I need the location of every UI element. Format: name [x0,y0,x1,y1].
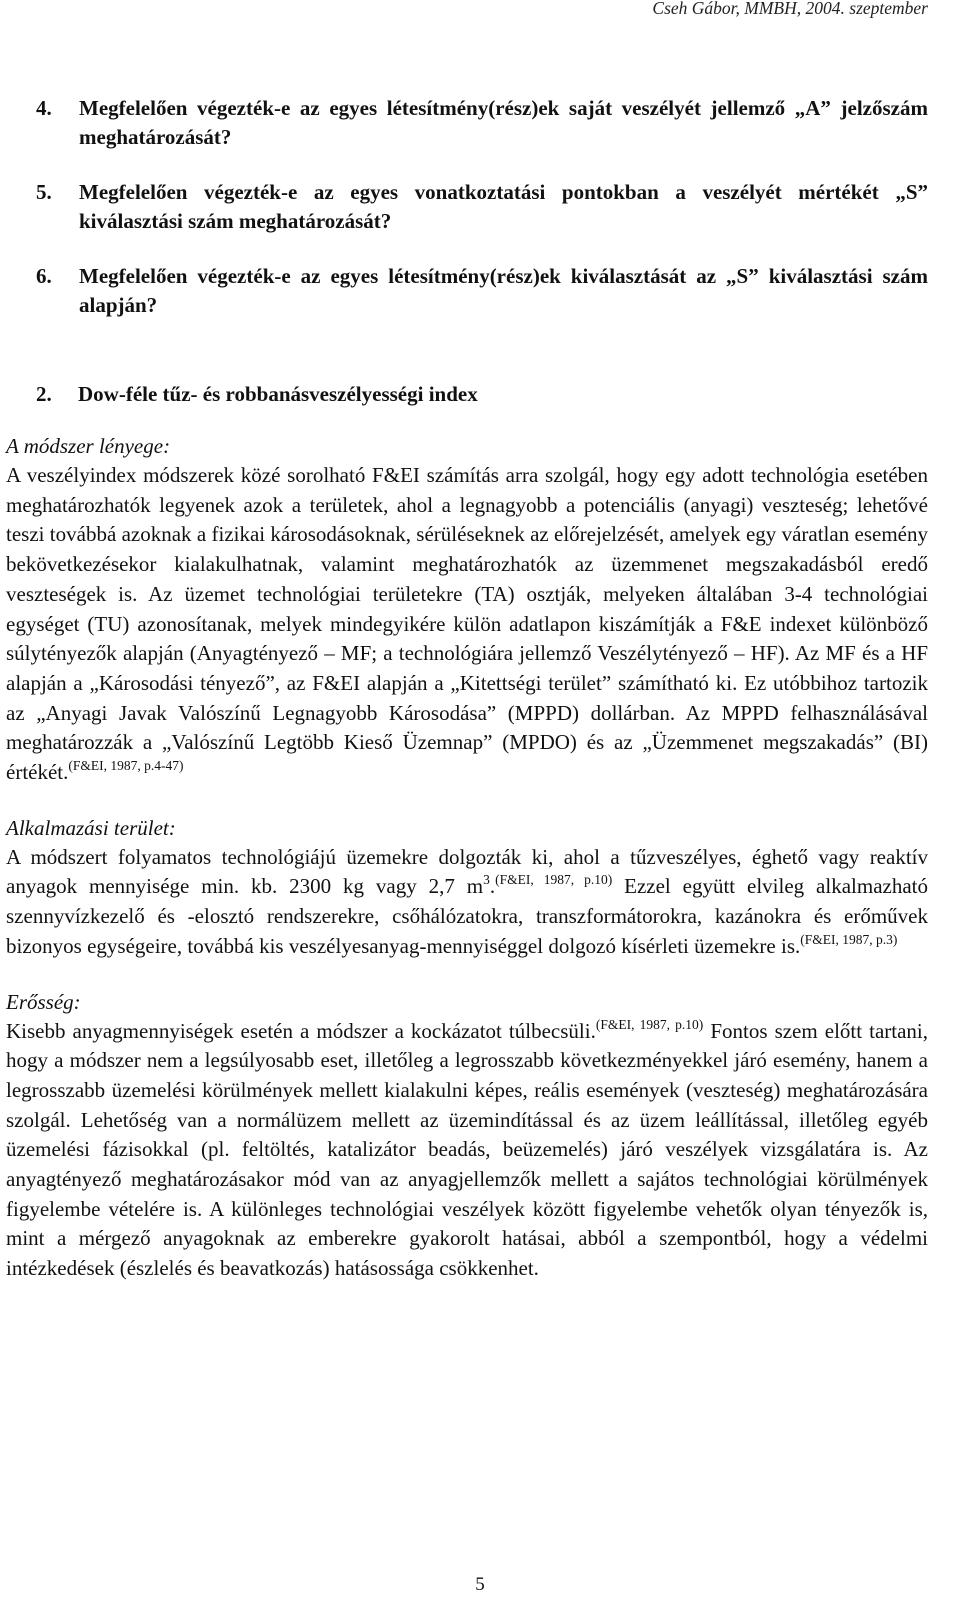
method-essence-block [6,432,928,788]
text-segment: A módszert folyamatos technológiájú üzemekre dolgozták ki, ahol a tűzveszélyes, éghető vagy reaktív anyagok mennyisége min. kb. 2300 kg vagy 2,7 m [6,844,928,899]
subheading-strength: Erősség: [6,989,81,1014]
question-number: 6. [36,264,52,288]
section-content [6,432,928,1284]
paragraph-method-essence [6,461,928,788]
question-text: Megfelelően végezték-e az egyes létesítmény(rész)ek saját veszélyét jellemző „A” jelzőszám meghatározását? [79,96,928,149]
question-item [36,94,928,152]
citation: (F&EI, 1987, p.4-47) [68,758,184,774]
subheading-method-essence: A módszer lényege: [6,434,171,458]
page-number: 5 [475,1574,485,1595]
section-title-text: Dow-féle tűz- és robbanásveszélyességi index [78,382,478,406]
question-list [36,94,928,346]
question-number: 4. [36,96,52,120]
text-segment: . [489,874,496,899]
application-area-block [6,814,928,962]
section-heading [36,380,478,409]
superscript-exponent: 3 [483,872,490,888]
citation: (F&EI, 1987, p.10) [495,872,613,888]
citation: (F&EI, 1987, p.10) [595,1016,704,1032]
strength-block [6,988,928,1284]
paragraph-strength [6,1017,928,1284]
text-segment: Kisebb anyagmennyiségek esetén a módszer a kockázatot túlbecsüli. [6,1018,596,1043]
question-item [36,178,928,236]
text-segment: A veszélyindex módszerek közé sorolható F&EI számítás arra szolgál, hogy egy adott technológia esetében meghatározhatók legyenek azok a területek, ahol a legnagyobb a potenciális (anyagi) veszteség; lehetővé teszi továbbá azoknak a fizikai károsodásoknak, sérüléseknek az előrejelzését, amelyek egy váratlan esemény bekövetkezésekor kialakulhatnak, valamint meghatározhatók az üzemmenet megszakadásból eredő veszteségek is. Az üzemet technológiai területekre (TA) osztják, melyeken általában 3-4 technológiai egységet (TU) azonosítanak, melyek mindegyikére külön adatlapon kiszámítják a F&E indexet különböző súlytényezők alapján (Anyagtényező – MF; a technológiára jellemző Veszélytényező – HF). Az MF és a HF alapján a „Károsodási tényező”, az F&EI alapján a „Kitettségi terület” számítható ki. Ez utóbbihoz tartozik az „Anyagi Javak Valószínű Legnagyobb Károsodása” (MPPD) dollárban. Az MPPD felhasználásával meghatározzák a „Valószínű Legtöbb Kieső Üzemnap” (MPDO) és az „Üzemmenet megszakadás” (BI) értékét. [6,463,928,785]
page-header: Cseh Gábor, MMBH, 2004. szeptember [652,0,928,18]
question-text: Megfelelően végezték-e az egyes vonatkoztatási pontokban a veszélyét mértékét „S” kiválasztási szám meghatározását? [79,180,928,233]
subheading-application-area: Alkalmazási terület: [6,815,176,840]
question-number: 5. [36,180,52,204]
text-segment: Fontos szem előtt tartani, hogy a módszer nem a legsúlyosabb eset, illetőleg a legrosszabb következményekkel járó esemény, hanem a legrosszabb üzemelési körülmények mellett kialakulni képes, reális események (veszteség) meghatározására szolgál. Lehetőség van a normálüzem mellett az üzemindítással és az üzem leállítással, illetőleg egyéb üzemelési fázisokkal (pl. feltöltés, katalizátor beadás, beüzemelés) járó veszélyek vizsgálatára is. Az anyagtényező meghatározásakor mód van az anyagjellemzők mellett a sajátos technológiai körülmények figyelembe vételére is. A különleges technológiai veszélyek között figyelembe vehetők olyan tényezők is, mint a mérgező anyagoknak az emberekre gyakorolt hatásai, abból a szempontból, hogy a védelmi intézkedések (észlelés és beavatkozás) hatásossága csökkenhet. [6,1018,929,1281]
section-number: 2. [36,382,52,406]
question-item [36,262,928,320]
text-segment: Ezzel együtt elvileg alkalmazható szennyvízkezelő és -elosztó rendszerekre, csőhálózatokra, transzformátorokra, kazánokra és erőművek bizonyos egységeire, továbbá kis veszélyesanyag-mennyiséggel dolgozó kísérleti üzemekre is. [6,874,928,958]
question-text: Megfelelően végezték-e az egyes létesítmény(rész)ek kiválasztását az „S” kiválasztási szám alapján? [79,264,928,317]
paragraph-application-area [6,843,928,962]
citation: (F&EI, 1987, p.3) [800,931,898,947]
